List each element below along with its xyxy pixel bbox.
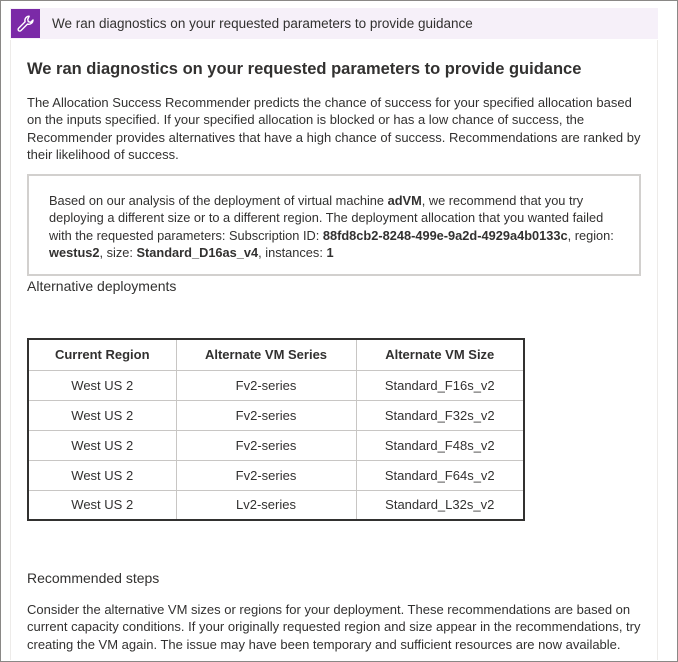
diagnostics-banner[interactable] [10, 8, 658, 39]
table-cell: Fv2-series [176, 400, 356, 430]
analysis-callout [27, 174, 641, 276]
vm-name: adVM [387, 193, 422, 208]
table-header-row [28, 339, 524, 370]
banner-title: We ran diagnostics on your requested parameters to provide guidance [52, 16, 473, 31]
table-cell: Fv2-series [176, 460, 356, 490]
table-cell: Fv2-series [176, 370, 356, 400]
intro-text: The Allocation Success Recommender predicts the chance of success for your specified allocation based on the inputs specified. If your specified allocation is blocked or has a low chance of success, the Recommender provides alternatives that have a high chance of success. Recommendations are ranked by their likelihood of success. [27, 95, 641, 162]
subscription-id: 88fd8cb2-8248-499e-9a2d-4929a4b0133c [322, 227, 568, 243]
table-row [28, 430, 524, 460]
table-cell: West US 2 [28, 370, 176, 400]
wrench-icon [11, 9, 40, 38]
table-cell: West US 2 [28, 490, 176, 520]
callout-text: , region: [567, 227, 614, 243]
table-row [28, 460, 524, 490]
alternatives-table [27, 338, 525, 521]
callout-text: , instances: [258, 244, 327, 260]
table-cell: Standard_F64s_v2 [356, 460, 524, 490]
table-cell: Standard_F48s_v2 [356, 430, 524, 460]
alternatives-heading: Alternative deployments [27, 278, 177, 294]
column-header: Alternate VM Series [176, 339, 356, 370]
column-header: Current Region [28, 339, 176, 370]
region-value: westus2 [49, 244, 100, 260]
table-row [28, 400, 524, 430]
size-value: Standard_D16as_v4 [136, 244, 259, 260]
recommended-steps-heading: Recommended steps [27, 570, 160, 586]
table-cell: West US 2 [28, 430, 176, 460]
column-header: Alternate VM Size [356, 339, 524, 370]
table-cell: Standard_F16s_v2 [356, 370, 524, 400]
instances-value: 1 [326, 244, 334, 260]
callout-text: , we recommend that you try deploying a different size or to a different region. The deployment allocation that you wanted failed with the requested parameters: Subscription ID: [49, 193, 604, 243]
recommended-steps-text: Consider the alternative VM sizes or regions for your deployment. These recommendations are based on current capacity conditions. If your originally requested region and size appear in the recommendations, try creating the VM again. The issue may have been temporary and sufficient resources are now available. [27, 602, 641, 652]
table-cell: Standard_L32s_v2 [356, 490, 524, 520]
table-cell: Fv2-series [176, 430, 356, 460]
table-cell: West US 2 [28, 400, 176, 430]
diagnostics-panel [10, 40, 658, 660]
table-row [28, 370, 524, 400]
callout-text: Based on our analysis of the deployment of virtual machine [49, 193, 388, 208]
table-row [28, 490, 524, 520]
table-cell: Lv2-series [176, 490, 356, 520]
table-cell: Standard_F32s_v2 [356, 400, 524, 430]
table-cell: West US 2 [28, 460, 176, 490]
callout-text: , size: [99, 244, 137, 260]
page-title: We ran diagnostics on your requested parameters to provide guidance [27, 60, 582, 78]
